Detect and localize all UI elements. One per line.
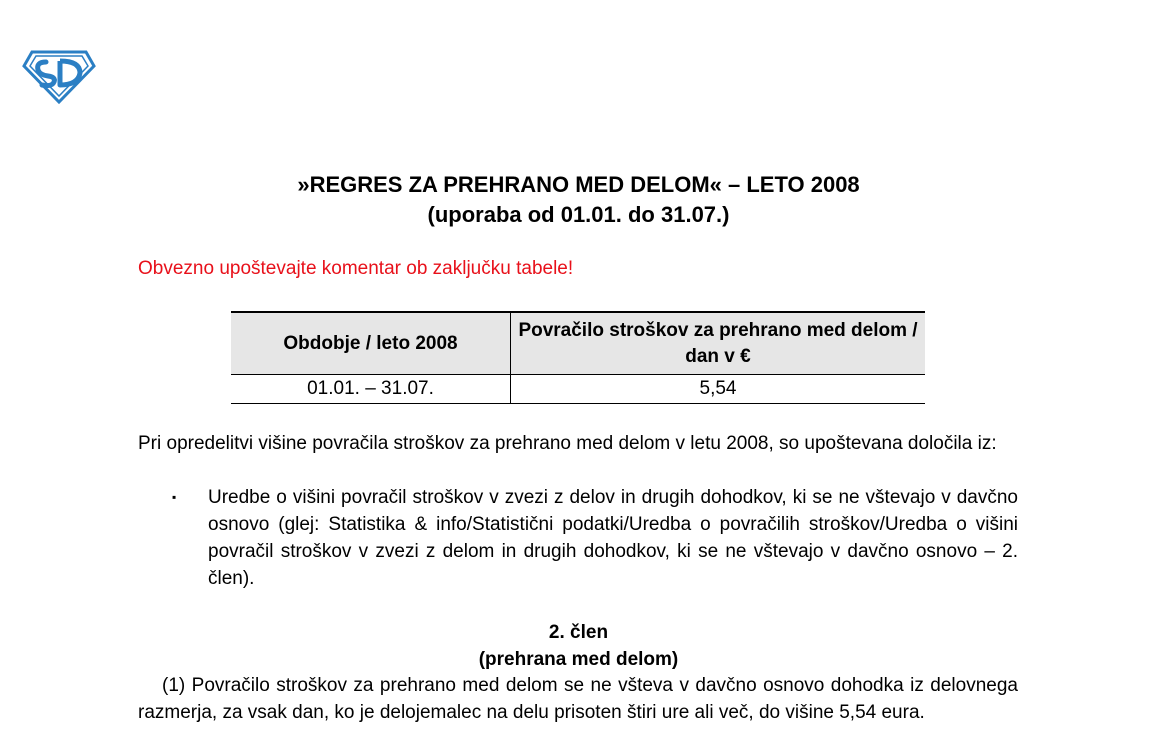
title-line-1: »REGRES ZA PREHRANO MED DELOM« – LETO 2008 <box>297 172 860 197</box>
rates-table <box>231 311 925 404</box>
cell-period: 01.01. – 31.07. <box>231 375 511 404</box>
document-title <box>0 170 1157 230</box>
article-paragraph: (1) Povračilo stroškov za prehrano med delom se ne všteva v davčno osnovo dohodka iz delovnega razmerja, za vsak dan, ko je delojemalec na delu prisoten štiri ure ali več, do višine 5,54 eura. <box>138 675 1018 723</box>
article-subtitle: (prehrana med delom) <box>478 649 679 670</box>
table-header-row <box>231 312 925 375</box>
logo-emblem <box>22 48 96 104</box>
article-number: 2. člen <box>548 622 609 643</box>
cell-amount: 5,54 <box>511 375 926 404</box>
table-row <box>231 375 925 404</box>
bullet-text: Uredbe o višini povračil stroškov v zvezi z delov in drugih dohodkov, ki se ne vštevajo v davčno osnovo (glej: Statistika & info/Statistični podatki/Uredba o povračilih stroškov/Uredba o višini povračil stroškov v zvezi z delom in drugih dohodkov, ki se ne vštevajo v davčno osnovo – 2. člen). <box>208 487 1018 589</box>
intro-paragraph: Pri opredelitvi višine povračila stroškov za prehrano med delom v letu 2008, so upoštevana določila iz: <box>138 433 997 454</box>
title-line-2: (uporaba od 01.01. do 31.07.) <box>427 202 730 227</box>
header-period: Obdobje / leto 2008 <box>231 312 511 375</box>
article-heading <box>0 619 1157 673</box>
company-logo <box>22 48 96 104</box>
bullet-list-item <box>172 484 1018 592</box>
bullet-icon: ▪ <box>172 490 177 504</box>
warning-note: Obvezno upoštevajte komentar ob zaključku tabele! <box>138 258 574 279</box>
header-reimbursement: Povračilo stroškov za prehrano med delom / dan v € <box>511 312 926 375</box>
